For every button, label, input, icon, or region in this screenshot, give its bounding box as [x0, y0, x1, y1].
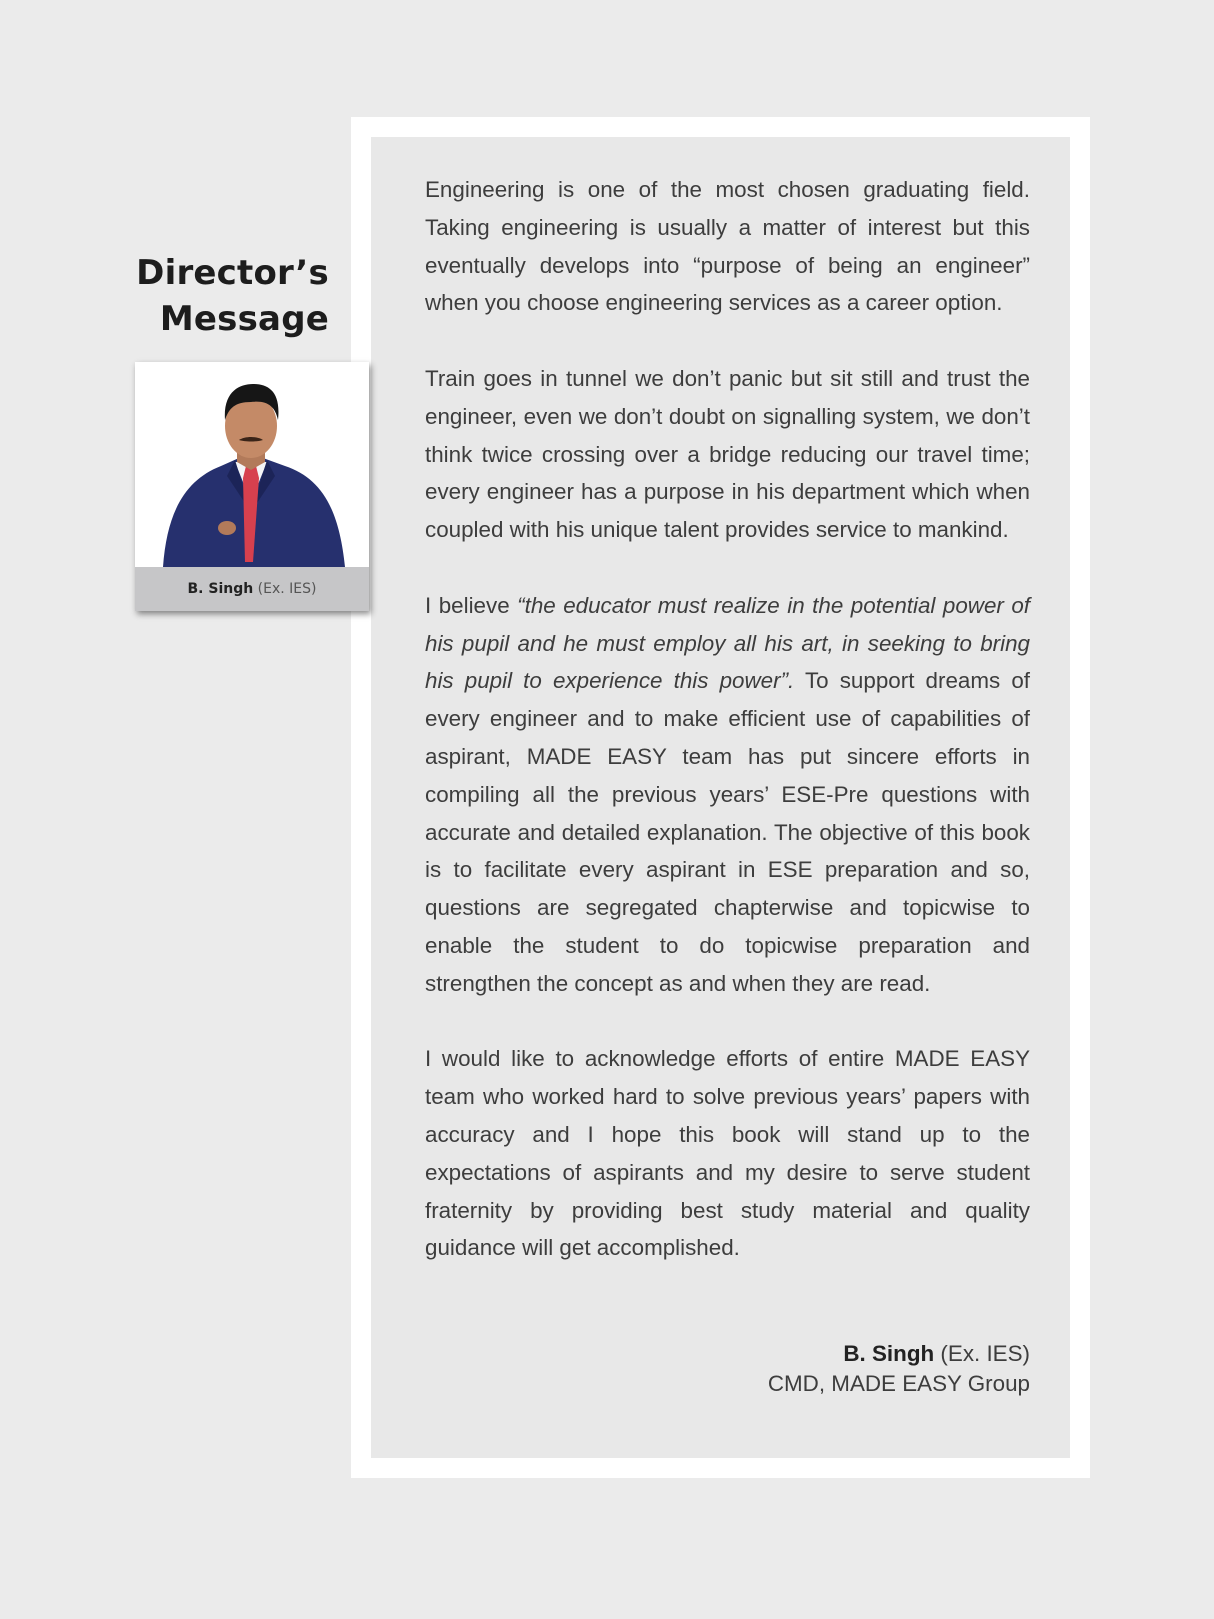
- paragraph-2: Train goes in tunnel we don’t panic but sit still and trust the engineer, even we don’t doubt on signalling system, we don’t think twice crossing over a bridge reducing our travel time; every engineer has a purpose in his department which when coupled with his unique talent provides service to mankind.: [425, 365, 1030, 543]
- signature-line-1: [768, 1339, 1030, 1369]
- message-frame: [351, 117, 1090, 1478]
- signature-name: B. Singh: [843, 1341, 935, 1366]
- paragraph-3-intro: I believe: [425, 592, 518, 618]
- photo-caption: [135, 567, 369, 611]
- page-heading: [136, 250, 329, 342]
- director-photo: [135, 362, 369, 567]
- signature-role: CMD, MADE EASY Group: [767, 1371, 1030, 1396]
- heading-line-2: Message: [159, 299, 329, 339]
- signature-block: [768, 1339, 1030, 1399]
- caption-name: B. Singh: [187, 581, 254, 597]
- paragraph-4: I would like to acknowledge efforts of entire MADE EASY team who worked hard to solve previous years’ papers with accuracy and I hope this book will stand up to the expectations of aspirants and my desire to serve student fraternity by providing best study material and quality guidance will get accomplished.: [425, 1046, 1030, 1261]
- paragraph-3: [425, 587, 1030, 1003]
- signature-title: (Ex. IES): [934, 1341, 1030, 1366]
- paragraph-3-rest: To support dreams of every engineer and to make efficient use of capabilities of aspirant, MADE EASY team has put sincere efforts in compiling all the previous years’ ESE-Pre questions with accurate and detailed explanation. The objective of this book is to facilitate every aspirant in ESE preparation and so, questions are segregated chapterwise and topicwise to enable the student to do topicwise preparation and strengthen the concept as and when they are read.: [425, 668, 1030, 996]
- portrait-illustration: [135, 362, 369, 567]
- director-photo-card: [135, 362, 369, 611]
- paragraph-1: Engineering is one of the most chosen graduating field. Taking engineering is usually a matter of interest but this eventually develops into “purpose of being an engineer” when you choose engineering services as a career option.: [425, 177, 1030, 316]
- paragraph-3-quote: “the educator must realize in the potential power of his pupil and he must employ all his art, in seeking to bring his pupil to experience this power”.: [425, 592, 1031, 694]
- caption-title: (Ex. IES): [257, 581, 317, 597]
- message-body: [425, 171, 1030, 1305]
- heading-line-1: Director’s: [136, 253, 329, 293]
- message-panel: [371, 137, 1070, 1458]
